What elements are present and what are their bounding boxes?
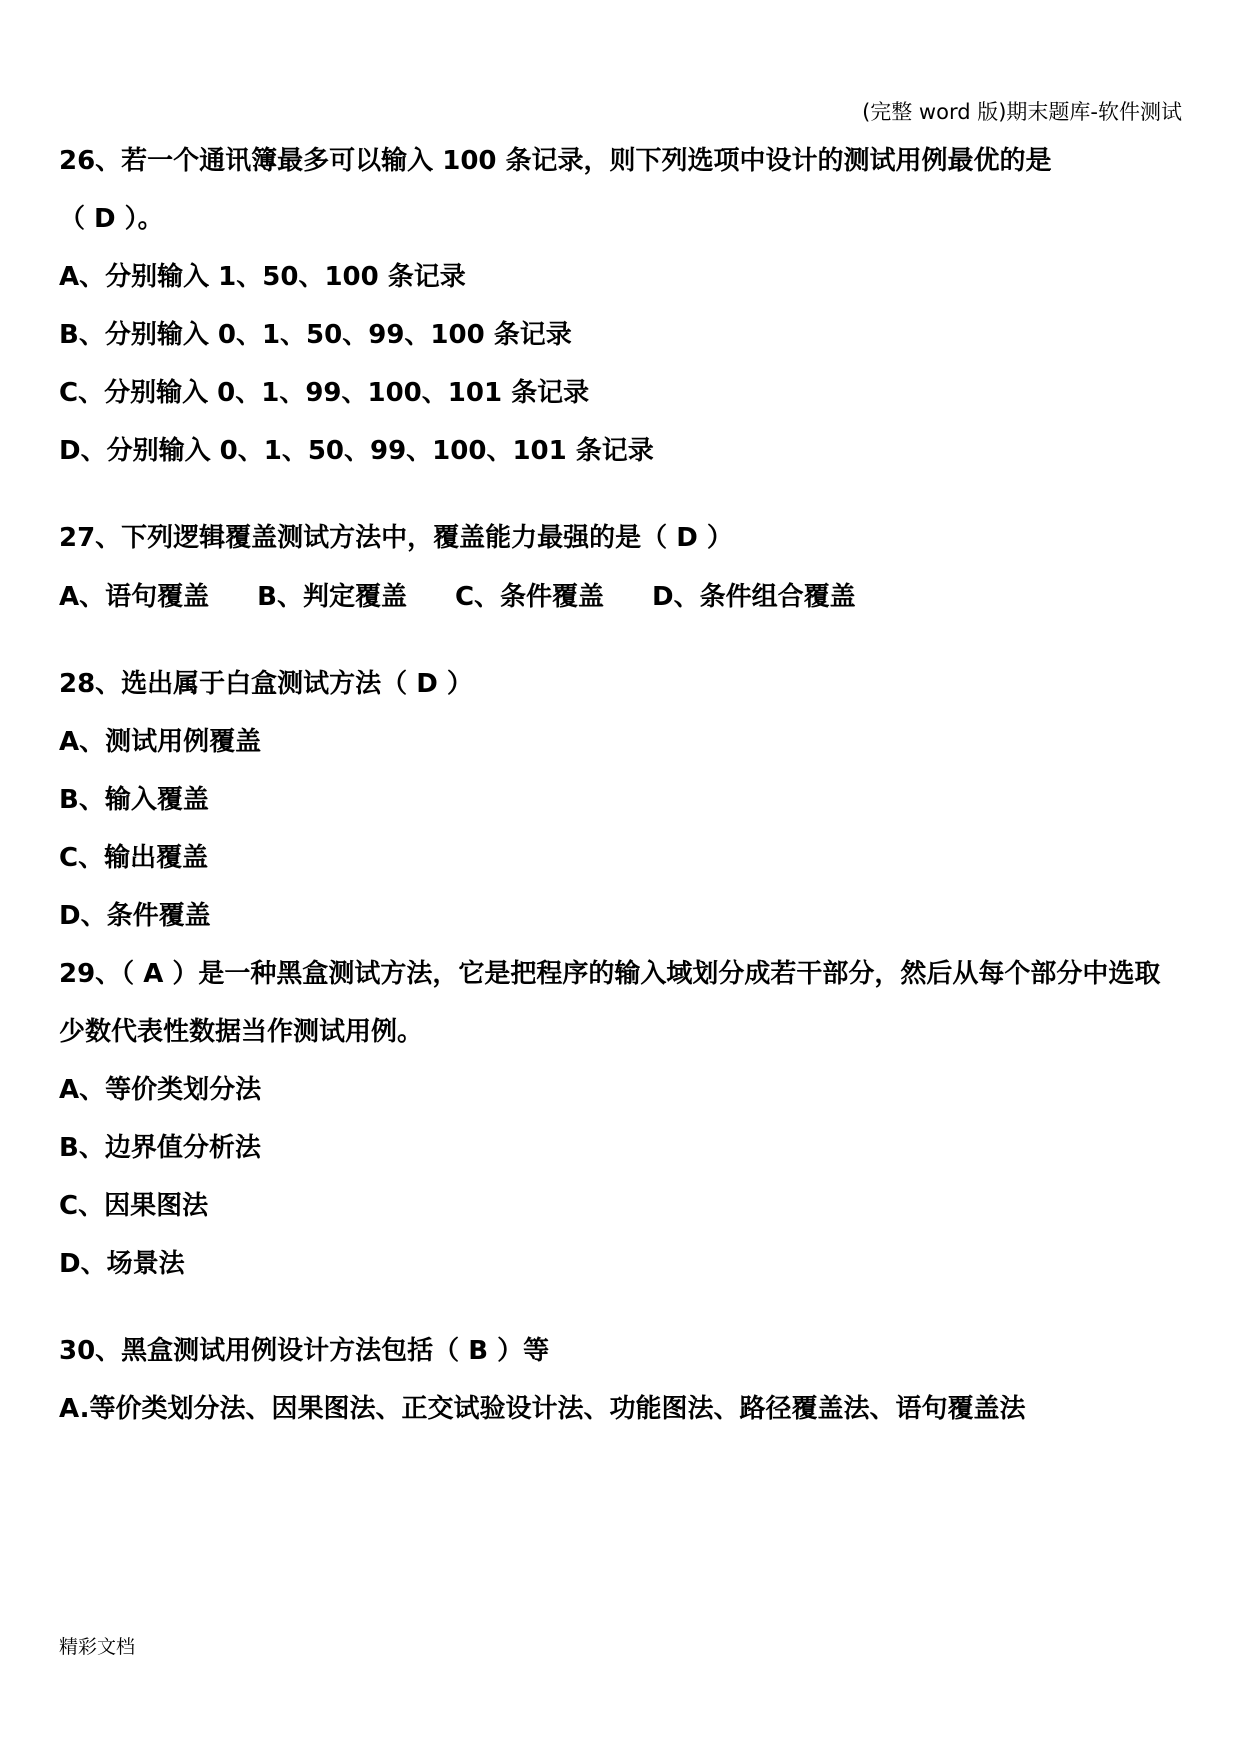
question-28-option-b: B、输入覆盖	[59, 785, 209, 815]
question-29-option-a: A、等价类划分法	[59, 1075, 262, 1105]
question-28-option-d: D、条件覆盖	[59, 901, 211, 931]
question-26-option-d: D、分别输入 0、1、50、99、100、101 条记录	[59, 436, 654, 466]
question-28-option-a: A、测试用例覆盖	[59, 727, 262, 757]
question-26-stem-line-1: 26、若一个通讯簿最多可以输入 100 条记录，则下列选项中设计的测试用例最优的是	[59, 146, 1052, 176]
question-29-stem-line-1: 29、（ A ）是一种黑盒测试方法，它是把程序的输入域划分成若干部分，然后从每个部分中选取	[59, 959, 1161, 989]
question-29-stem-line-2: 少数代表性数据当作测试用例。	[59, 1017, 424, 1047]
document-header: (完整 word 版)期末题库-软件测试	[862, 100, 1182, 124]
question-26-stem-line-2: （ D ）。	[59, 204, 164, 234]
question-28-stem: 28、选出属于白盒测试方法（ D ）	[59, 669, 473, 699]
question-26-option-a: A、分别输入 1、50、100 条记录	[59, 262, 466, 292]
question-29-option-b: B、边界值分析法	[59, 1133, 261, 1163]
document-footer: 精彩文档	[59, 1636, 136, 1658]
question-26-option-c: C、分别输入 0、1、99、100、101 条记录	[59, 378, 590, 408]
question-29-option-d: D、场景法	[59, 1249, 185, 1279]
question-26-option-b: B、分别输入 0、1、50、99、100 条记录	[59, 320, 572, 350]
question-27-option-a: A、语句覆盖	[59, 582, 210, 612]
question-27-option-b: B、判定覆盖	[257, 582, 407, 612]
question-27-option-c: C、条件覆盖	[454, 582, 605, 612]
question-27-options-row	[59, 580, 856, 614]
question-29-option-c: C、因果图法	[59, 1191, 209, 1221]
question-30-stem: 30、黑盒测试用例设计方法包括（ B ）等	[59, 1336, 550, 1366]
question-30-option-a: A.等价类划分法、因果图法、正交试验设计法、功能图法、路径覆盖法、语句覆盖法	[59, 1394, 1026, 1424]
question-27-stem: 27、下列逻辑覆盖测试方法中，覆盖能力最强的是（ D ）	[59, 523, 733, 553]
question-28-option-c: C、输出覆盖	[59, 843, 209, 873]
question-27-option-d: D、条件组合覆盖	[652, 582, 856, 612]
